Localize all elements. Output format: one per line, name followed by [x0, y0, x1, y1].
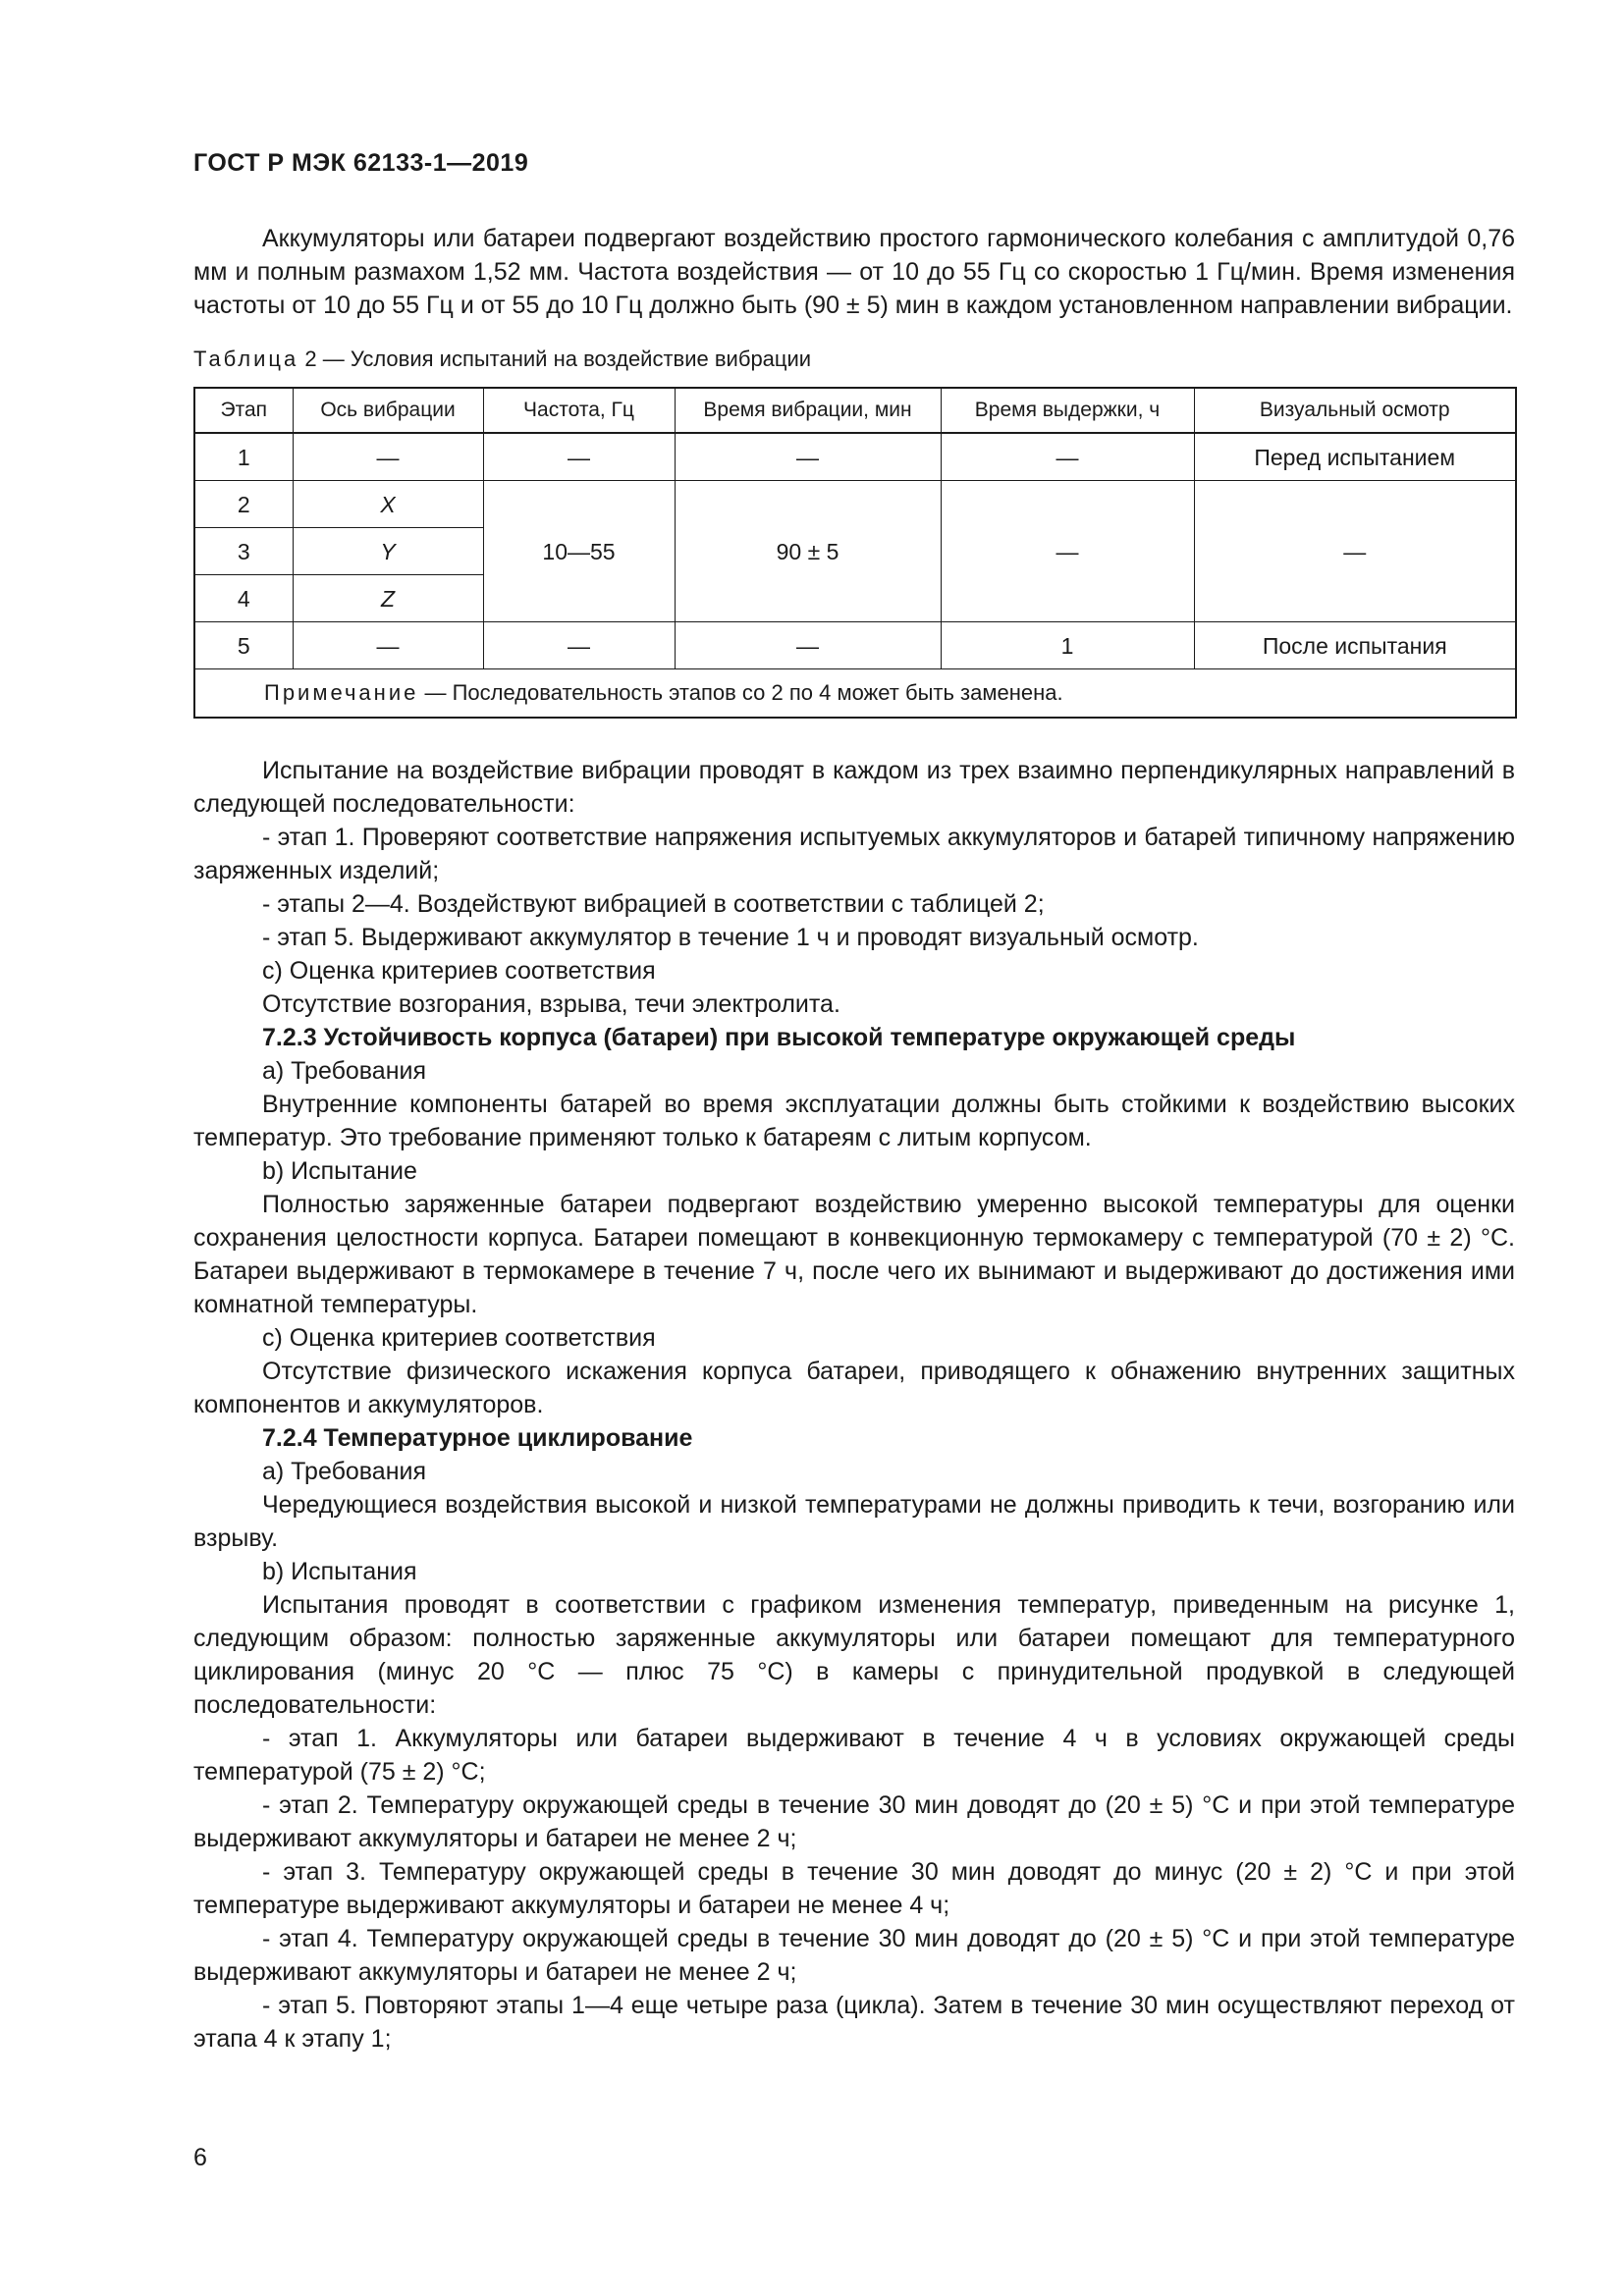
subheading: b) Испытания [262, 1558, 417, 1585]
subheading: c) Оценка критериев соответствия [262, 1324, 656, 1352]
paragraph: Испытания проводят в соответствии с графиком изменения температур, приведенным на рисунке 1, следующим образом: полностью заряженные аккумуляторы или батареи помещают для температурного циклирования (минус 20 °C — плюс 75 °C) в камеры с принудительной продувкой в следующей последовательности: [193, 1591, 1515, 1719]
standard-header: ГОСТ Р МЭК 62133-1—2019 [193, 149, 529, 177]
table-cell: 3 [194, 528, 293, 575]
table-cell-merged: — [941, 481, 1194, 622]
table-caption [193, 346, 1515, 373]
table-caption-label: Таблица [193, 347, 299, 371]
subheading: b) Испытание [262, 1157, 417, 1185]
paragraph: Полностью заряженные батареи подвергают воздействию умеренно высокой температуры для оценки сохранения целостности корпуса. Батареи помещают в конвекционную термокамеру с температурой (70 ± 2) °C. Батареи выдерживают в термокамере в течение 7 ч, после чего их вынимают и выдерживают до достижения ими комнатной температуры. [193, 1191, 1515, 1318]
paragraph: Чередующиеся воздействия высокой и низкой температурами не должны приводить к течи, возгоранию или взрыву. [193, 1491, 1515, 1552]
table-cell: — [675, 433, 941, 481]
subheading: c) Оценка критериев соответствия [262, 957, 656, 985]
section-heading: 7.2.3 Устойчивость корпуса (батареи) при высокой температуре окружающей среды [262, 1024, 1296, 1051]
table-cell: 4 [194, 575, 293, 622]
list-item: - этап 5. Повторяют этапы 1—4 еще четыре раза (цикла). Затем в течение 30 мин осуществляют переход от этапа 4 к этапу 1; [193, 1992, 1515, 2053]
list-item: - этап 4. Температуру окружающей среды в течение 30 мин доводят до (20 ± 5) °C и при этой температуре выдерживают аккумуляторы и батареи не менее 2 ч; [193, 1925, 1515, 1986]
table-note-row [194, 669, 1516, 719]
list-item: - этап 3. Температуру окружающей среды в течение 30 мин доводят до минус (20 ± 2) °C и при этой температуре выдерживают аккумуляторы и батареи не менее 4 ч; [193, 1858, 1515, 1919]
table-cell-merged: 90 ± 5 [675, 481, 941, 622]
table-cell: 1 [194, 433, 293, 481]
table-cell: 5 [194, 622, 293, 669]
table-cell: — [941, 433, 1194, 481]
intro-paragraph: Аккумуляторы или батареи подвергают воздействию простого гармонического колебания с амплитудой 0,76 мм и полным размахом 1,52 мм. Частота воздействия — от 10 до 55 Гц со скоростью 1 Гц/мин. Время изменения частоты от 10 до 55 Гц и от 55 до 10 Гц должно быть (90 ± 5) мин в каждом установленном направлении вибрации. [193, 225, 1515, 319]
paragraph: Отсутствие физического искажения корпуса батареи, приводящего к обнажению внутренних защитных компонентов и аккумуляторов. [193, 1358, 1515, 1418]
list-item: - этап 1. Проверяют соответствие напряжения испытуемых аккумуляторов и батарей типичному напряжению заряженных изделий; [193, 824, 1515, 884]
table-cell: — [483, 433, 675, 481]
table-cell: — [293, 622, 483, 669]
table-cell: Перед испытанием [1194, 433, 1516, 481]
table-cell: 2 [194, 481, 293, 528]
page-number: 6 [193, 2144, 207, 2171]
header-cell-axis: Ось вибрации [293, 388, 483, 433]
paragraph: Отсутствие возгорания, взрыва, течи электролита. [262, 990, 840, 1018]
table-row [194, 481, 1516, 528]
table-cell: После испытания [1194, 622, 1516, 669]
table-cell: 1 [941, 622, 1194, 669]
header-cell-frequency: Частота, Гц [483, 388, 675, 433]
table-cell: — [483, 622, 675, 669]
list-item: - этапы 2—4. Воздействуют вибрацией в соответствии с таблицей 2; [262, 890, 1045, 918]
table-note-label: Примечание [264, 680, 419, 705]
table-cell: X [293, 481, 483, 528]
subheading: a) Требования [262, 1057, 427, 1085]
page-content [193, 222, 1515, 2056]
table-cell: — [293, 433, 483, 481]
vibration-conditions-table [193, 387, 1517, 719]
table-cell-merged: — [1194, 481, 1516, 622]
table-note [194, 669, 1516, 719]
header-cell-visual-inspection: Визуальный осмотр [1194, 388, 1516, 433]
table-caption-text: 2 — Условия испытаний на воздействие вибрации [298, 347, 812, 371]
table-cell: — [675, 622, 941, 669]
list-item: - этап 5. Выдерживают аккумулятор в течение 1 ч и проводят визуальный осмотр. [262, 924, 1199, 951]
table-note-text: — Последовательность этапов со 2 по 4 может быть заменена. [418, 680, 1063, 705]
table-cell: Z [293, 575, 483, 622]
list-item: - этап 1. Аккумуляторы или батареи выдерживают в течение 4 ч в условиях окружающей среды температурой (75 ± 2) °C; [193, 1725, 1515, 1786]
paragraph: Внутренние компоненты батарей во время эксплуатации должны быть стойкими к воздействию высоких температур. Это требование применяют только к батареям с литым корпусом. [193, 1091, 1515, 1151]
table-cell-merged: 10—55 [483, 481, 675, 622]
list-item: - этап 2. Температуру окружающей среды в течение 30 мин доводят до (20 ± 5) °C и при этой температуре выдерживают аккумуляторы и батареи не менее 2 ч; [193, 1791, 1515, 1852]
section-heading: 7.2.4 Температурное циклирование [262, 1424, 693, 1452]
table-cell: Y [293, 528, 483, 575]
subheading: a) Требования [262, 1458, 427, 1485]
header-cell-vibration-time: Время вибрации, мин [675, 388, 941, 433]
table-row [194, 622, 1516, 669]
header-cell-stage: Этап [194, 388, 293, 433]
table-row [194, 433, 1516, 481]
paragraph: Испытание на воздействие вибрации проводят в каждом из трех взаимно перпендикулярных направлений в следующей последовательности: [193, 757, 1515, 818]
header-cell-hold-time: Время выдержки, ч [941, 388, 1194, 433]
table-header-row [194, 388, 1516, 433]
